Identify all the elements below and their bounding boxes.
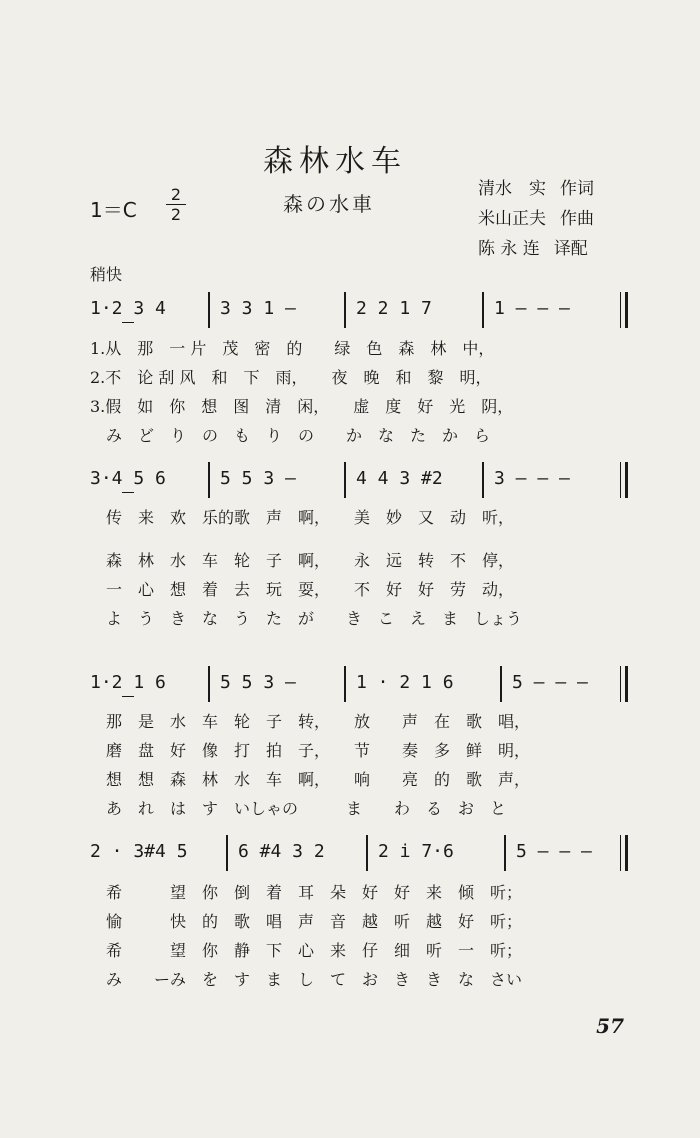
key-signature: 1＝C — [90, 198, 137, 222]
measure: 5 5 3 — — [220, 468, 296, 489]
measure: 1·2 1 6 — [90, 672, 166, 693]
lyric-line: 那 是 水 车 轮 子 转， 放 声 在 歌 唱， — [90, 712, 531, 731]
lyric-line: あ れ は す いしゃの ま わ る お と — [90, 799, 507, 818]
measure: 1 — — — — [494, 298, 570, 319]
lyric-line: 希 望 你 静 下 心 来 仔 细 听 一 听； — [90, 941, 523, 960]
lyrics-block-3 — [90, 707, 635, 823]
notation-line-4 — [90, 835, 635, 871]
time-sig-top: 2 — [170, 185, 182, 204]
song-title: 森林水车 — [263, 144, 407, 179]
credit-composer: 米山正夫 作曲 — [478, 209, 594, 229]
lyric-line: 希 望 你 倒 着 耳 朵 好 好 来 倾 听； — [90, 883, 523, 902]
measure: 2 2 1 7 — [356, 298, 432, 319]
lyric-line: 森 林 水 车 轮 子 啊， 永 远 转 不 停， — [90, 551, 515, 570]
lyric-line: 1.从 那 一 片 茂 密 的 绿 色 森 林 中， — [90, 339, 495, 358]
measure: 6 #4 3 2 — [238, 841, 325, 862]
lyrics-block-4 — [90, 878, 635, 994]
measure: 4 4 3 #2 — [356, 468, 443, 489]
page-number: 57 — [596, 1014, 624, 1038]
lyric-line: 一 心 想 着 去 玩 耍， 不 好 好 劳 动， — [90, 580, 515, 599]
time-signature — [166, 186, 186, 223]
notation-line-3 — [90, 666, 635, 702]
lyric-line: 3.假 如 你 想 图 清 闲， 虚 度 好 光 阴， — [90, 397, 514, 416]
notation-line-1 — [90, 292, 635, 328]
lyric-line: 2.不 论 刮 风 和 下 雨， 夜 晚 和 黎 明， — [90, 368, 492, 387]
lyrics-block-2 — [90, 503, 635, 633]
credit-lyricist: 清水 实 作词 — [478, 179, 594, 199]
credits — [478, 174, 594, 264]
lyric-line: み ーみ を す ま し て お き き な さい — [90, 970, 523, 989]
measure: 2 · 3#4 5 — [90, 841, 188, 862]
lyric-line: 传 来 欢 乐的歌 声 啊， 美 妙 又 动 听， — [90, 508, 515, 527]
lyric-line: 愉 快 的 歌 唱 声 音 越 听 越 好 听； — [90, 912, 523, 931]
lyric-line: 磨 盘 好 像 打 拍 子， 节 奏 多 鲜 明， — [90, 741, 531, 760]
lyric-line: 想 想 森 林 水 车 啊， 响 亮 的 歌 声， — [90, 770, 531, 789]
credit-translator: 陈 永 连 译配 — [478, 239, 588, 259]
lyrics-block-1 — [90, 334, 635, 450]
measure: 1·2 3 4 — [90, 298, 166, 319]
lyric-line: よ う き な う た が き こ え ま しょう — [90, 609, 523, 628]
measure: 1 · 2 1 6 — [356, 672, 454, 693]
measure: 3 — — — — [494, 468, 570, 489]
lyric-spacer — [90, 532, 635, 546]
measure: 5 — — — — [516, 841, 592, 862]
tempo-marking: 稍快 — [90, 265, 123, 284]
measure: 5 5 3 — — [220, 672, 296, 693]
measure: 2 i 7·6 — [378, 841, 454, 862]
lyric-line: み ど り の も り の か な た か ら — [90, 426, 491, 445]
measure: 5 — — — — [512, 672, 588, 693]
measure: 3·4 5 6 — [90, 468, 166, 489]
song-subtitle: 森の水車 — [283, 192, 375, 216]
notation-line-2 — [90, 462, 635, 498]
time-sig-bottom: 2 — [170, 205, 182, 224]
measure: 3 3 1 — — [220, 298, 296, 319]
